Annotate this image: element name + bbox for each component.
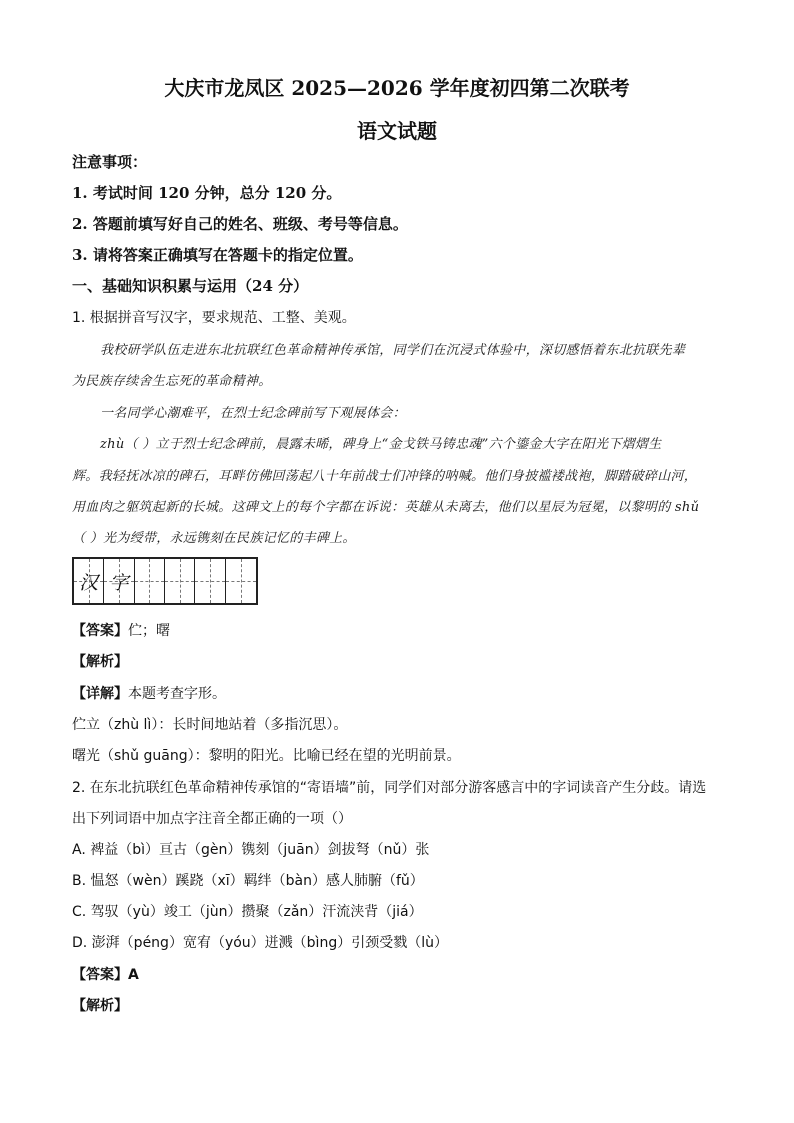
option-b: B. 愠怒（wèn）蹊跷（xī）羁绊（bàn）感人肺腑（fǔ） [72,873,424,889]
detail-label: 【详解】 [72,686,128,702]
passage-line: 我校研学队伍走进东北抗联红色革命精神传承馆，同学们在沉浸式体验中，深切感悟着东北抗联先辈 [100,343,686,358]
answer-value: A [128,967,139,983]
detail-text: 本题考查字形。 [128,686,226,702]
detail-1 [72,683,226,703]
answer-value: 伫；曙 [128,623,170,639]
answer-1 [72,620,170,640]
passage-line: zhù（ ）立于烈士纪念碑前，晨露未晞，碑身上“金戈铁马铸忠魂”六个鎏金大字在阳光下熠熠生 [100,437,662,452]
grid-char: 字 [109,572,129,594]
tianzige-grid [72,557,258,605]
exam-subtitle: 语文试题 [357,119,437,143]
answer-label: 【答案】 [72,967,128,983]
analysis-label: 【解析】 [72,998,128,1014]
passage-line: （ ）光为绶带，永远镌刻在民族记忆的丰碑上。 [72,531,356,546]
grid-char: 汉 [79,572,99,594]
passage-line: 辉。我轻抚冰凉的碑石，耳畔仿佛回荡起八十年前战士们冲锋的呐喊。他们身披褴褛战袍，脚踏破碎山河， [72,469,698,484]
answer-label: 【答案】 [72,623,128,639]
note-line: 伫立（zhù lì）：长时间地站着（多指沉思）。 [72,717,348,733]
notice-item: 3. 请将答案正确填写在答题卡的指定位置。 [72,246,363,264]
question-1-stem: 1. 根据拼音写汉字，要求规范、工整、美观。 [72,310,356,326]
grid-cell [226,559,256,603]
notice-item: 1. 考试时间 120 分钟，总分 120 分。 [72,184,342,202]
answer-2 [72,964,139,984]
note-line: 曙光（shǔ guāng）：黎明的阳光。比喻已经在望的光明前景。 [72,748,461,764]
notice-item: 2. 答题前填写好自己的姓名、班级、考号等信息。 [72,215,408,233]
passage-line: 一名同学心潮难平，在烈士纪念碑前写下观展体会： [100,406,406,421]
option-c: C. 驾驭（yù）竣工（jùn）攒聚（zǎn）汗流浃背（jiá） [72,904,423,920]
option-a: A. 裨益（bì）亘古（gèn）镌刻（juān）剑拔弩（nǔ）张 [72,842,430,858]
analysis-label: 【解析】 [72,654,128,670]
question-2-stem: 出下列词语中加点字注音全都正确的一项（） [72,811,352,827]
exam-title: 大庆市龙凤区 2025—2026 学年度初四第二次联考 [164,76,630,100]
grid-cell [165,559,195,603]
grid-cell [104,559,134,603]
passage-line: 为民族存续舍生忘死的革命精神。 [72,374,272,389]
notice-heading: 注意事项： [72,153,148,171]
section-heading: 一、基础知识积累与运用（24 分） [72,277,309,295]
grid-cell [195,559,225,603]
option-d: D. 澎湃（péng）宽宥（yóu）迸溅（bìng）引颈受戮（lù） [72,935,448,951]
grid-cell [74,559,104,603]
grid-cell [135,559,165,603]
question-2-stem: 2. 在东北抗联红色革命精神传承馆的“寄语墙”前，同学们对部分游客感言中的字词读音产生分歧。请选 [72,780,707,796]
passage-line: 用血肉之躯筑起新的长城。这碑文上的每个字都在诉说：英雄从未离去，他们以星辰为冠冕，以黎明的 shǔ [72,500,700,515]
